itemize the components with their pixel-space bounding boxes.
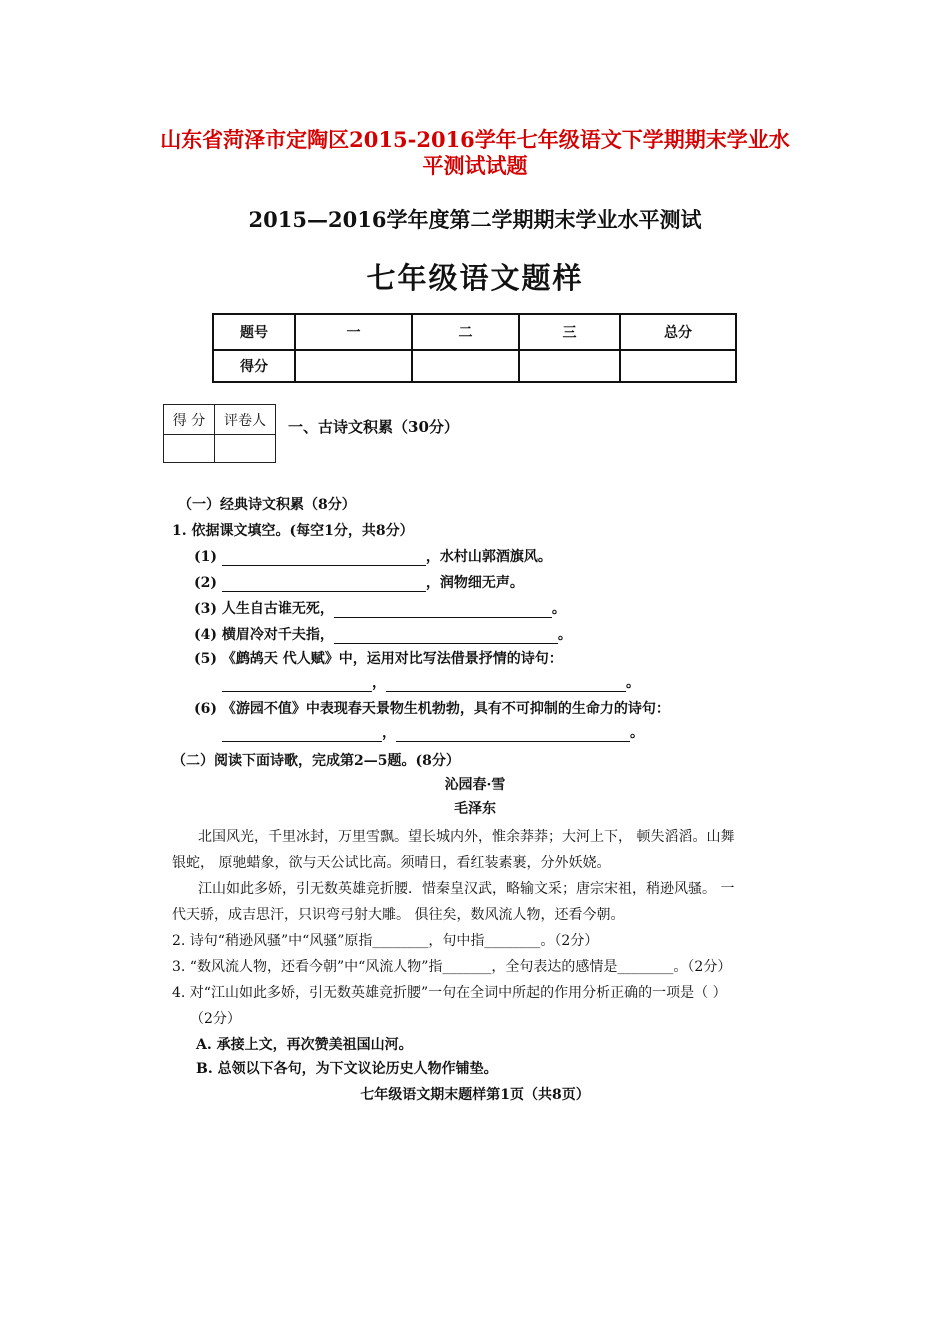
- q1-item-5-num: (5): [194, 651, 217, 667]
- score-cell-3: [519, 350, 620, 382]
- score-cell-2: [412, 350, 519, 382]
- score-row-label: 得分: [213, 350, 295, 382]
- q1-title: 1. 依据课文填空。(每空1分，共8分）: [172, 523, 414, 539]
- q2: 2. 诗句“稍逊风骚”中“风骚”原指________，句中指________。（2分）: [172, 933, 599, 949]
- q1-item-3-before: 人生自古谁无死，: [221, 601, 334, 617]
- score-cell-total: [620, 350, 736, 382]
- q4-option-a: A. 承接上文，再次赞美祖国山河。: [196, 1037, 413, 1053]
- q3: 3. “数风流人物，还看今朝”中“风流人物”指_______，全句表达的感情是________。（2分）: [172, 959, 732, 975]
- page-footer: 七年级语文期末题样第1页（共8页）: [360, 1087, 590, 1103]
- q1-item-5-sep: ，: [372, 675, 386, 691]
- q1-item-5-blank-a[interactable]: [222, 677, 372, 692]
- grader-score-cell: [164, 435, 215, 463]
- q1-item-3-num: (3): [194, 601, 217, 617]
- grader-score-label: 得 分: [164, 405, 215, 435]
- section1-title: 一、古诗文积累（30分）: [288, 418, 459, 436]
- q1-item-2-blank[interactable]: [222, 577, 426, 592]
- q1-item-6-blank-b[interactable]: [396, 727, 630, 742]
- q1-item-4-before: 横眉冷对千夫指，: [221, 627, 334, 643]
- q1-item-1-after: ，水村山郭酒旗风。: [425, 549, 552, 565]
- q4-points: （2分）: [190, 1011, 241, 1027]
- score-header-2: 二: [412, 314, 519, 350]
- score-header-1: 一: [295, 314, 412, 350]
- red-title-line2: 平测试试题: [422, 153, 528, 178]
- q1-item-3-after: 。: [551, 601, 566, 617]
- poem-line-3: 江山如此多娇，引无数英雄竞折腰．惜秦皇汉武，略输文采；唐宗宋祖，稍逊风骚。 一: [198, 881, 735, 897]
- q1-item-6-blank-a[interactable]: [222, 727, 382, 742]
- q1-item-1-num: (1): [194, 549, 217, 565]
- q1-item-4-after: 。: [557, 627, 572, 643]
- q1-item-4-blank[interactable]: [334, 629, 558, 644]
- q4-option-b: B. 总领以下各句，为下文议论历史人物作铺垫。: [196, 1061, 498, 1077]
- q1-item-3-blank[interactable]: [334, 603, 552, 618]
- q1-item-5-answer: [222, 672, 640, 692]
- red-title-line1: 山东省菏泽市定陶区2015-2016学年七年级语文下学期期末学业水: [160, 127, 790, 152]
- q1-item-6-before: 《游园不值》中表现春天景物生机勃勃，具有不可抑制的生命力的诗句：: [221, 701, 670, 717]
- q1-item-6-end: 。: [630, 725, 644, 741]
- part2-title: （二）阅读下面诗歌，完成第2—5题。(8分）: [172, 753, 460, 769]
- exam-title: 2015—2016学年度第二学期期末学业水平测试: [248, 207, 702, 232]
- q1-item-5-before: 《鹧鸪天 代人赋》中，运用对比写法借景抒情的诗句：: [221, 651, 563, 667]
- poem-title: 沁园春·雪: [444, 777, 506, 793]
- q1-item-3: [194, 598, 566, 618]
- poem-author: 毛泽东: [454, 801, 496, 817]
- q1-item-2: [194, 572, 524, 592]
- score-header-3: 三: [519, 314, 620, 350]
- q1-item-6-answer: [222, 722, 644, 742]
- q1-item-5: [194, 648, 563, 668]
- score-header-total: 总分: [620, 314, 736, 350]
- part1-title: （一）经典诗文积累（8分）: [178, 497, 356, 513]
- poem-line-4: 代天骄，成吉思汗，只识弯弓射大雕。 俱往矣，数风流人物，还看今朝。: [172, 907, 625, 923]
- poem-line-1: 北国风光，千里冰封，万里雪飘。望长城内外，惟余莽莽；大河上下， 顿失滔滔。山舞: [198, 829, 735, 845]
- grader-name-cell: [215, 435, 276, 463]
- grader-box: [163, 404, 276, 463]
- q1-item-1-blank[interactable]: [222, 551, 426, 566]
- poem-line-2: 银蛇， 原驰蜡象，欲与天公试比高。须晴日，看红装素裹，分外妖娆。: [172, 855, 611, 871]
- score-header-label: 题号: [213, 314, 295, 350]
- grader-name-label: 评卷人: [215, 405, 276, 435]
- exam-subtitle: 七年级语文题样: [366, 261, 584, 295]
- q1-item-4-num: (4): [194, 627, 217, 643]
- q1-item-1: [194, 546, 552, 566]
- q1-item-2-after: ，润物细无声。: [425, 575, 524, 591]
- score-cell-1: [295, 350, 412, 382]
- q1-item-6-num: (6): [194, 701, 217, 717]
- q4: 4. 对“江山如此多娇，引无数英雄竞折腰”一句在全词中所起的作用分析正确的一项是（ ）: [172, 985, 727, 1001]
- q1-item-5-end: 。: [626, 675, 640, 691]
- q1-item-6: [194, 698, 670, 718]
- q1-item-4: [194, 624, 572, 644]
- q1-item-6-sep: ，: [382, 725, 396, 741]
- q1-item-5-blank-b[interactable]: [386, 677, 626, 692]
- score-table: [212, 313, 737, 383]
- q1-item-2-num: (2): [194, 575, 217, 591]
